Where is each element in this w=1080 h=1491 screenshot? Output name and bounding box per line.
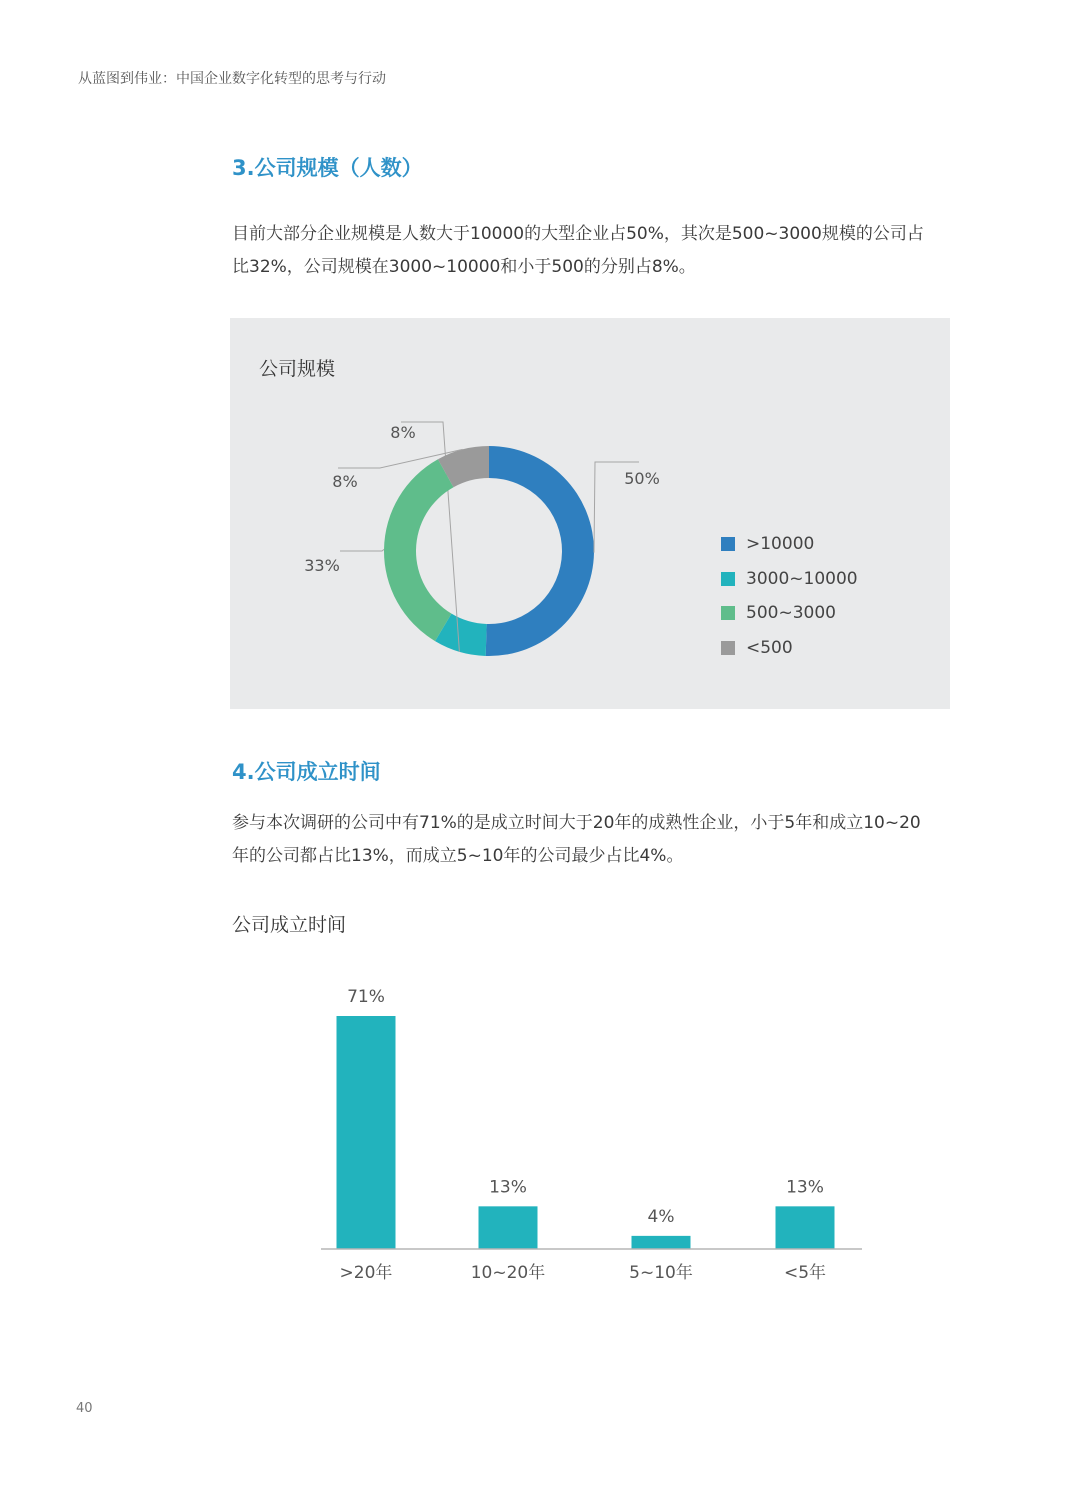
bar <box>337 1016 396 1249</box>
section-title-founding-time: 4.公司成立时间 <box>232 760 381 784</box>
donut-slice <box>486 446 594 656</box>
bar <box>776 1206 835 1249</box>
legend-label: <500 <box>746 637 793 658</box>
donut-data-label: 50% <box>624 469 660 488</box>
section-paragraph-founding-time <box>232 807 957 873</box>
x-tick-label: 10~20年 <box>470 1263 546 1283</box>
legend-swatch <box>721 606 735 620</box>
bar-value-label: 13% <box>489 1177 527 1198</box>
founding-time-chart-title: 公司成立时间 <box>232 914 347 936</box>
paragraph-line: 目前大部分企业规模是人数大于10000的大型企业占50%，其次是500~3000规模的公司占 <box>232 224 924 244</box>
running-title: 从蓝图到伟业：中国企业数字化转型的思考与行动 <box>78 71 386 87</box>
bar-value-label: 13% <box>786 1177 824 1198</box>
section-paragraph-company-size <box>232 218 957 284</box>
legend-item <box>721 631 858 666</box>
paragraph-line: 参与本次调研的公司中有71%的是成立时间大于20年的成熟性企业，小于5年和成立10~20 <box>232 813 921 833</box>
x-tick-label: >20年 <box>339 1263 393 1283</box>
legend-item <box>721 562 858 597</box>
donut-data-label: 8% <box>390 423 416 442</box>
donut-slice <box>384 459 454 641</box>
donut-leader-line <box>340 549 384 551</box>
legend-label: >10000 <box>746 534 815 555</box>
bar <box>479 1206 538 1249</box>
legend-item <box>721 527 858 562</box>
donut-data-label: 8% <box>332 472 358 491</box>
section-title-company-size: 3.公司规模（人数） <box>232 156 423 180</box>
founding-time-bar-chart <box>300 970 880 1300</box>
page-number: 40 <box>76 1401 93 1416</box>
bar <box>632 1236 691 1249</box>
legend-label: 3000~10000 <box>746 568 858 589</box>
legend-swatch <box>721 641 735 655</box>
legend-label: 500~3000 <box>746 603 836 624</box>
legend-item <box>721 596 858 631</box>
x-tick-label: 5~10年 <box>629 1263 693 1283</box>
x-tick-label: <5年 <box>783 1263 827 1283</box>
paragraph-line: 比32%，公司规模在3000~10000和小于500的分别占8%。 <box>232 257 696 277</box>
bar-value-label: 4% <box>647 1206 675 1227</box>
legend-swatch <box>721 572 735 586</box>
paragraph-line: 年的公司都占比13%，而成立5~10年的公司最少占比4%。 <box>232 846 684 866</box>
bar-value-label: 71% <box>347 987 385 1007</box>
company-size-chart-title: 公司规模 <box>259 358 336 380</box>
legend-swatch <box>721 537 735 551</box>
company-size-legend <box>721 527 858 665</box>
donut-data-label: 33% <box>304 556 340 575</box>
